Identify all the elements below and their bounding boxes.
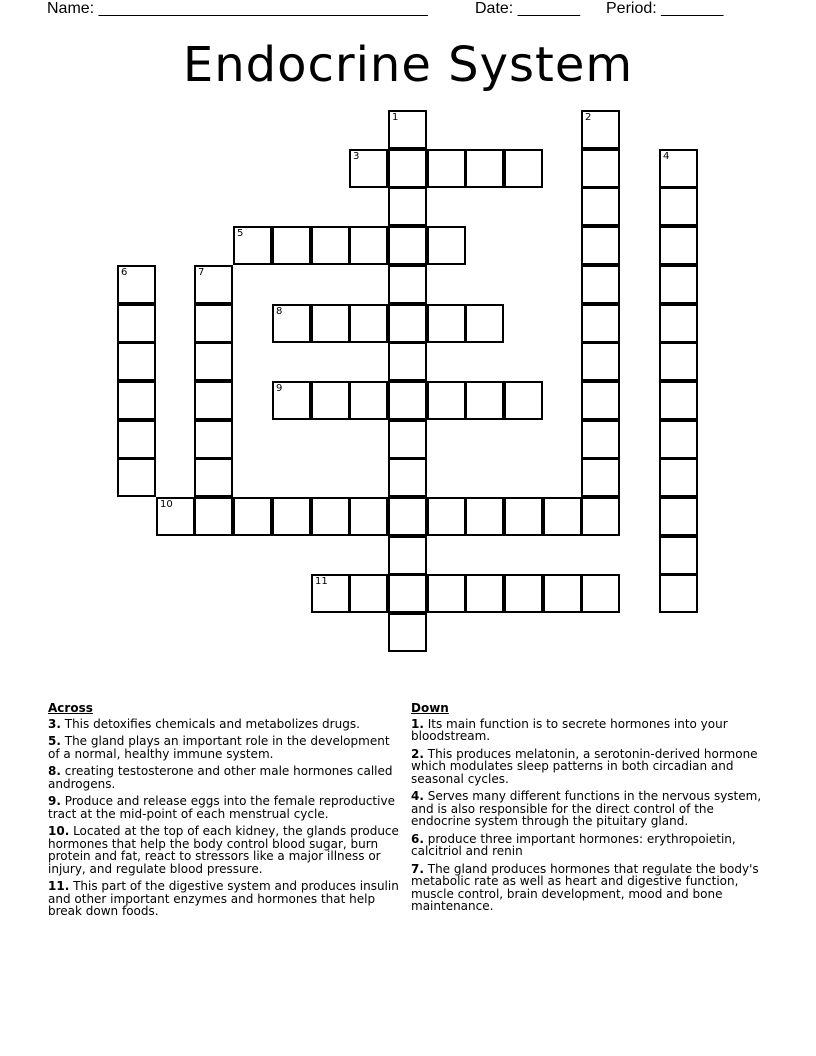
grid-cell[interactable] (388, 381, 427, 420)
clue-item (48, 718, 400, 731)
clue-item (48, 735, 400, 760)
grid-cell[interactable] (194, 381, 233, 420)
grid-cell[interactable] (465, 381, 504, 420)
clue-text: This produces melatonin, a serotonin-derived hormone which modulates sleep patterns in both circadian and seasonal cycles. (411, 746, 758, 786)
grid-cell[interactable] (581, 149, 620, 188)
grid-cell[interactable] (388, 497, 427, 536)
clue-number: 5 (237, 228, 244, 239)
grid-cell[interactable] (659, 381, 698, 420)
grid-cell[interactable] (581, 497, 620, 536)
clue-item (411, 863, 771, 913)
clue-text: creating testosterone and other male hormones called androgens. (48, 764, 393, 791)
grid-cell[interactable] (117, 458, 156, 497)
grid-cell[interactable] (272, 381, 311, 420)
grid-cell[interactable] (543, 574, 582, 613)
clue-text: Serves many different functions in the nervous system, and is also responsible for the direct control of the endocrine system through the pituitary gland. (411, 789, 762, 828)
grid-cell[interactable] (581, 458, 620, 497)
grid-cell[interactable] (504, 149, 543, 188)
grid-cell[interactable] (272, 304, 311, 343)
clue-number: 1 (392, 112, 399, 123)
period-field[interactable]: Period: _______ (606, 0, 724, 17)
grid-cell[interactable] (427, 497, 466, 536)
grid-cell[interactable] (156, 497, 195, 536)
grid-cell[interactable] (427, 149, 466, 188)
clue-item (48, 880, 400, 918)
clue-text: Located at the top of each kidney, the glands produce hormones that help the body control blood sugar, burn protein and fat, react to stressors like a major illness or injury, and regulate blood pressure. (48, 824, 399, 876)
down-heading: Down (411, 701, 449, 715)
grid-cell[interactable] (117, 381, 156, 420)
clue-number: 2. (411, 746, 424, 761)
grid-cell[interactable] (233, 497, 272, 536)
grid-cell[interactable] (465, 149, 504, 188)
grid-cell[interactable] (388, 149, 427, 188)
clue-number: 7. (411, 861, 424, 876)
grid-cell[interactable] (465, 304, 504, 343)
clue-number: 9 (276, 383, 283, 394)
grid-cell[interactable] (581, 304, 620, 343)
grid-cell[interactable] (427, 381, 466, 420)
grid-cell[interactable] (233, 226, 272, 265)
clue-item (411, 833, 771, 858)
grid-cell[interactable] (311, 574, 350, 613)
date-field[interactable]: Date: _______ (475, 0, 580, 17)
grid-cell[interactable] (659, 536, 698, 575)
grid-cell[interactable] (272, 497, 311, 536)
clue-number: 8 (276, 306, 283, 317)
grid-cell[interactable] (388, 265, 427, 304)
grid-cell[interactable] (659, 304, 698, 343)
clue-text: This part of the digestive system and produces insulin and other important enzymes and hormones that help break down foods. (48, 879, 399, 918)
grid-cell[interactable] (659, 226, 698, 265)
grid-cell[interactable] (581, 342, 620, 381)
grid-cell[interactable] (388, 536, 427, 575)
grid-cell[interactable] (659, 574, 698, 613)
clue-number: 6. (411, 831, 424, 846)
grid-cell[interactable] (388, 304, 427, 343)
across-clues (48, 702, 400, 923)
clue-number: 8. (48, 764, 61, 778)
clue-text: This detoxifies chemicals and metabolizes drugs. (60, 716, 360, 731)
grid-cell[interactable] (194, 265, 233, 304)
grid-cell[interactable] (388, 458, 427, 497)
grid-cell[interactable] (388, 187, 427, 226)
grid-cell[interactable] (311, 304, 350, 343)
grid-cell[interactable] (504, 497, 543, 536)
grid-cell[interactable] (659, 497, 698, 536)
grid-cell[interactable] (194, 458, 233, 497)
clue-number: 3. (48, 716, 61, 731)
grid-cell[interactable] (311, 497, 350, 536)
grid-cell[interactable] (659, 458, 698, 497)
grid-cell[interactable] (194, 304, 233, 343)
grid-cell[interactable] (117, 420, 156, 459)
grid-cell[interactable] (581, 226, 620, 265)
grid-cell[interactable] (349, 149, 388, 188)
name-field[interactable]: Name: _____________________________________ (47, 0, 428, 17)
grid-cell[interactable] (388, 574, 427, 613)
grid-cell[interactable] (388, 226, 427, 265)
grid-cell[interactable] (388, 110, 427, 149)
grid-cell[interactable] (117, 304, 156, 343)
grid-cell[interactable] (504, 574, 543, 613)
clue-number: 2 (585, 112, 592, 123)
grid-cell[interactable] (388, 613, 427, 652)
clue-number: 7 (198, 267, 205, 278)
clue-number: 10 (160, 499, 173, 510)
grid-cell[interactable] (194, 420, 233, 459)
grid-cell[interactable] (581, 420, 620, 459)
grid-cell[interactable] (581, 187, 620, 226)
clue-text: The gland plays an important role in the development of a normal, healthy immune system. (48, 734, 390, 761)
grid-cell[interactable] (194, 342, 233, 381)
grid-cell[interactable] (659, 420, 698, 459)
grid-cell[interactable] (581, 265, 620, 304)
grid-cell[interactable] (659, 342, 698, 381)
grid-cell[interactable] (117, 265, 156, 304)
clue-item (411, 790, 771, 828)
grid-cell[interactable] (581, 110, 620, 149)
clue-item (48, 795, 400, 820)
grid-cell[interactable] (504, 381, 543, 420)
grid-cell[interactable] (659, 265, 698, 304)
page-title: Endocrine System (182, 37, 634, 93)
across-heading: Across (48, 701, 93, 715)
clue-number: 4. (411, 789, 424, 803)
grid-cell[interactable] (427, 304, 466, 343)
clue-number: 4 (663, 151, 670, 162)
clue-item (411, 748, 771, 786)
grid-cell[interactable] (465, 574, 504, 613)
clue-number: 5. (48, 734, 61, 748)
grid-cell[interactable] (388, 420, 427, 459)
clue-number: 9. (48, 794, 61, 808)
clue-number: 11 (315, 576, 328, 587)
grid-cell[interactable] (465, 497, 504, 536)
clue-text: Produce and release eggs into the female reproductive tract at the mid-point of each menstrual cycle. (48, 794, 395, 821)
grid-cell[interactable] (427, 574, 466, 613)
clue-number: 3 (353, 151, 360, 162)
grid-cell[interactable] (311, 226, 350, 265)
grid-cell[interactable] (581, 574, 620, 613)
clue-item (411, 718, 771, 743)
clue-number: 6 (121, 267, 128, 278)
grid-cell[interactable] (349, 497, 388, 536)
grid-cell[interactable] (272, 226, 311, 265)
clue-number: 10. (48, 824, 70, 838)
grid-cell[interactable] (194, 497, 233, 536)
grid-cell[interactable] (581, 381, 620, 420)
grid-cell[interactable] (659, 187, 698, 226)
clue-text: Its main function is to secrete hormones into your bloodstream. (411, 716, 728, 743)
grid-cell[interactable] (349, 226, 388, 265)
clue-item (48, 825, 400, 875)
grid-cell[interactable] (349, 574, 388, 613)
grid-cell[interactable] (311, 381, 350, 420)
grid-cell[interactable] (659, 149, 698, 188)
grid-cell[interactable] (117, 342, 156, 381)
grid-cell[interactable] (349, 304, 388, 343)
clue-number: 11. (48, 879, 70, 893)
grid-cell[interactable] (543, 497, 582, 536)
grid-cell[interactable] (349, 381, 388, 420)
clue-text: The gland produces hormones that regulate the body's metabolic rate as well as heart and digestive function, muscle control, brain development, mood and bone maintenance. (411, 861, 759, 913)
down-clues (411, 702, 771, 918)
clue-item (48, 765, 400, 790)
clue-number: 1. (411, 716, 424, 731)
grid-cell[interactable] (427, 226, 466, 265)
clue-text: produce three important hormones: erythropoietin, calcitriol and renin (411, 831, 736, 858)
grid-cell[interactable] (388, 342, 427, 381)
